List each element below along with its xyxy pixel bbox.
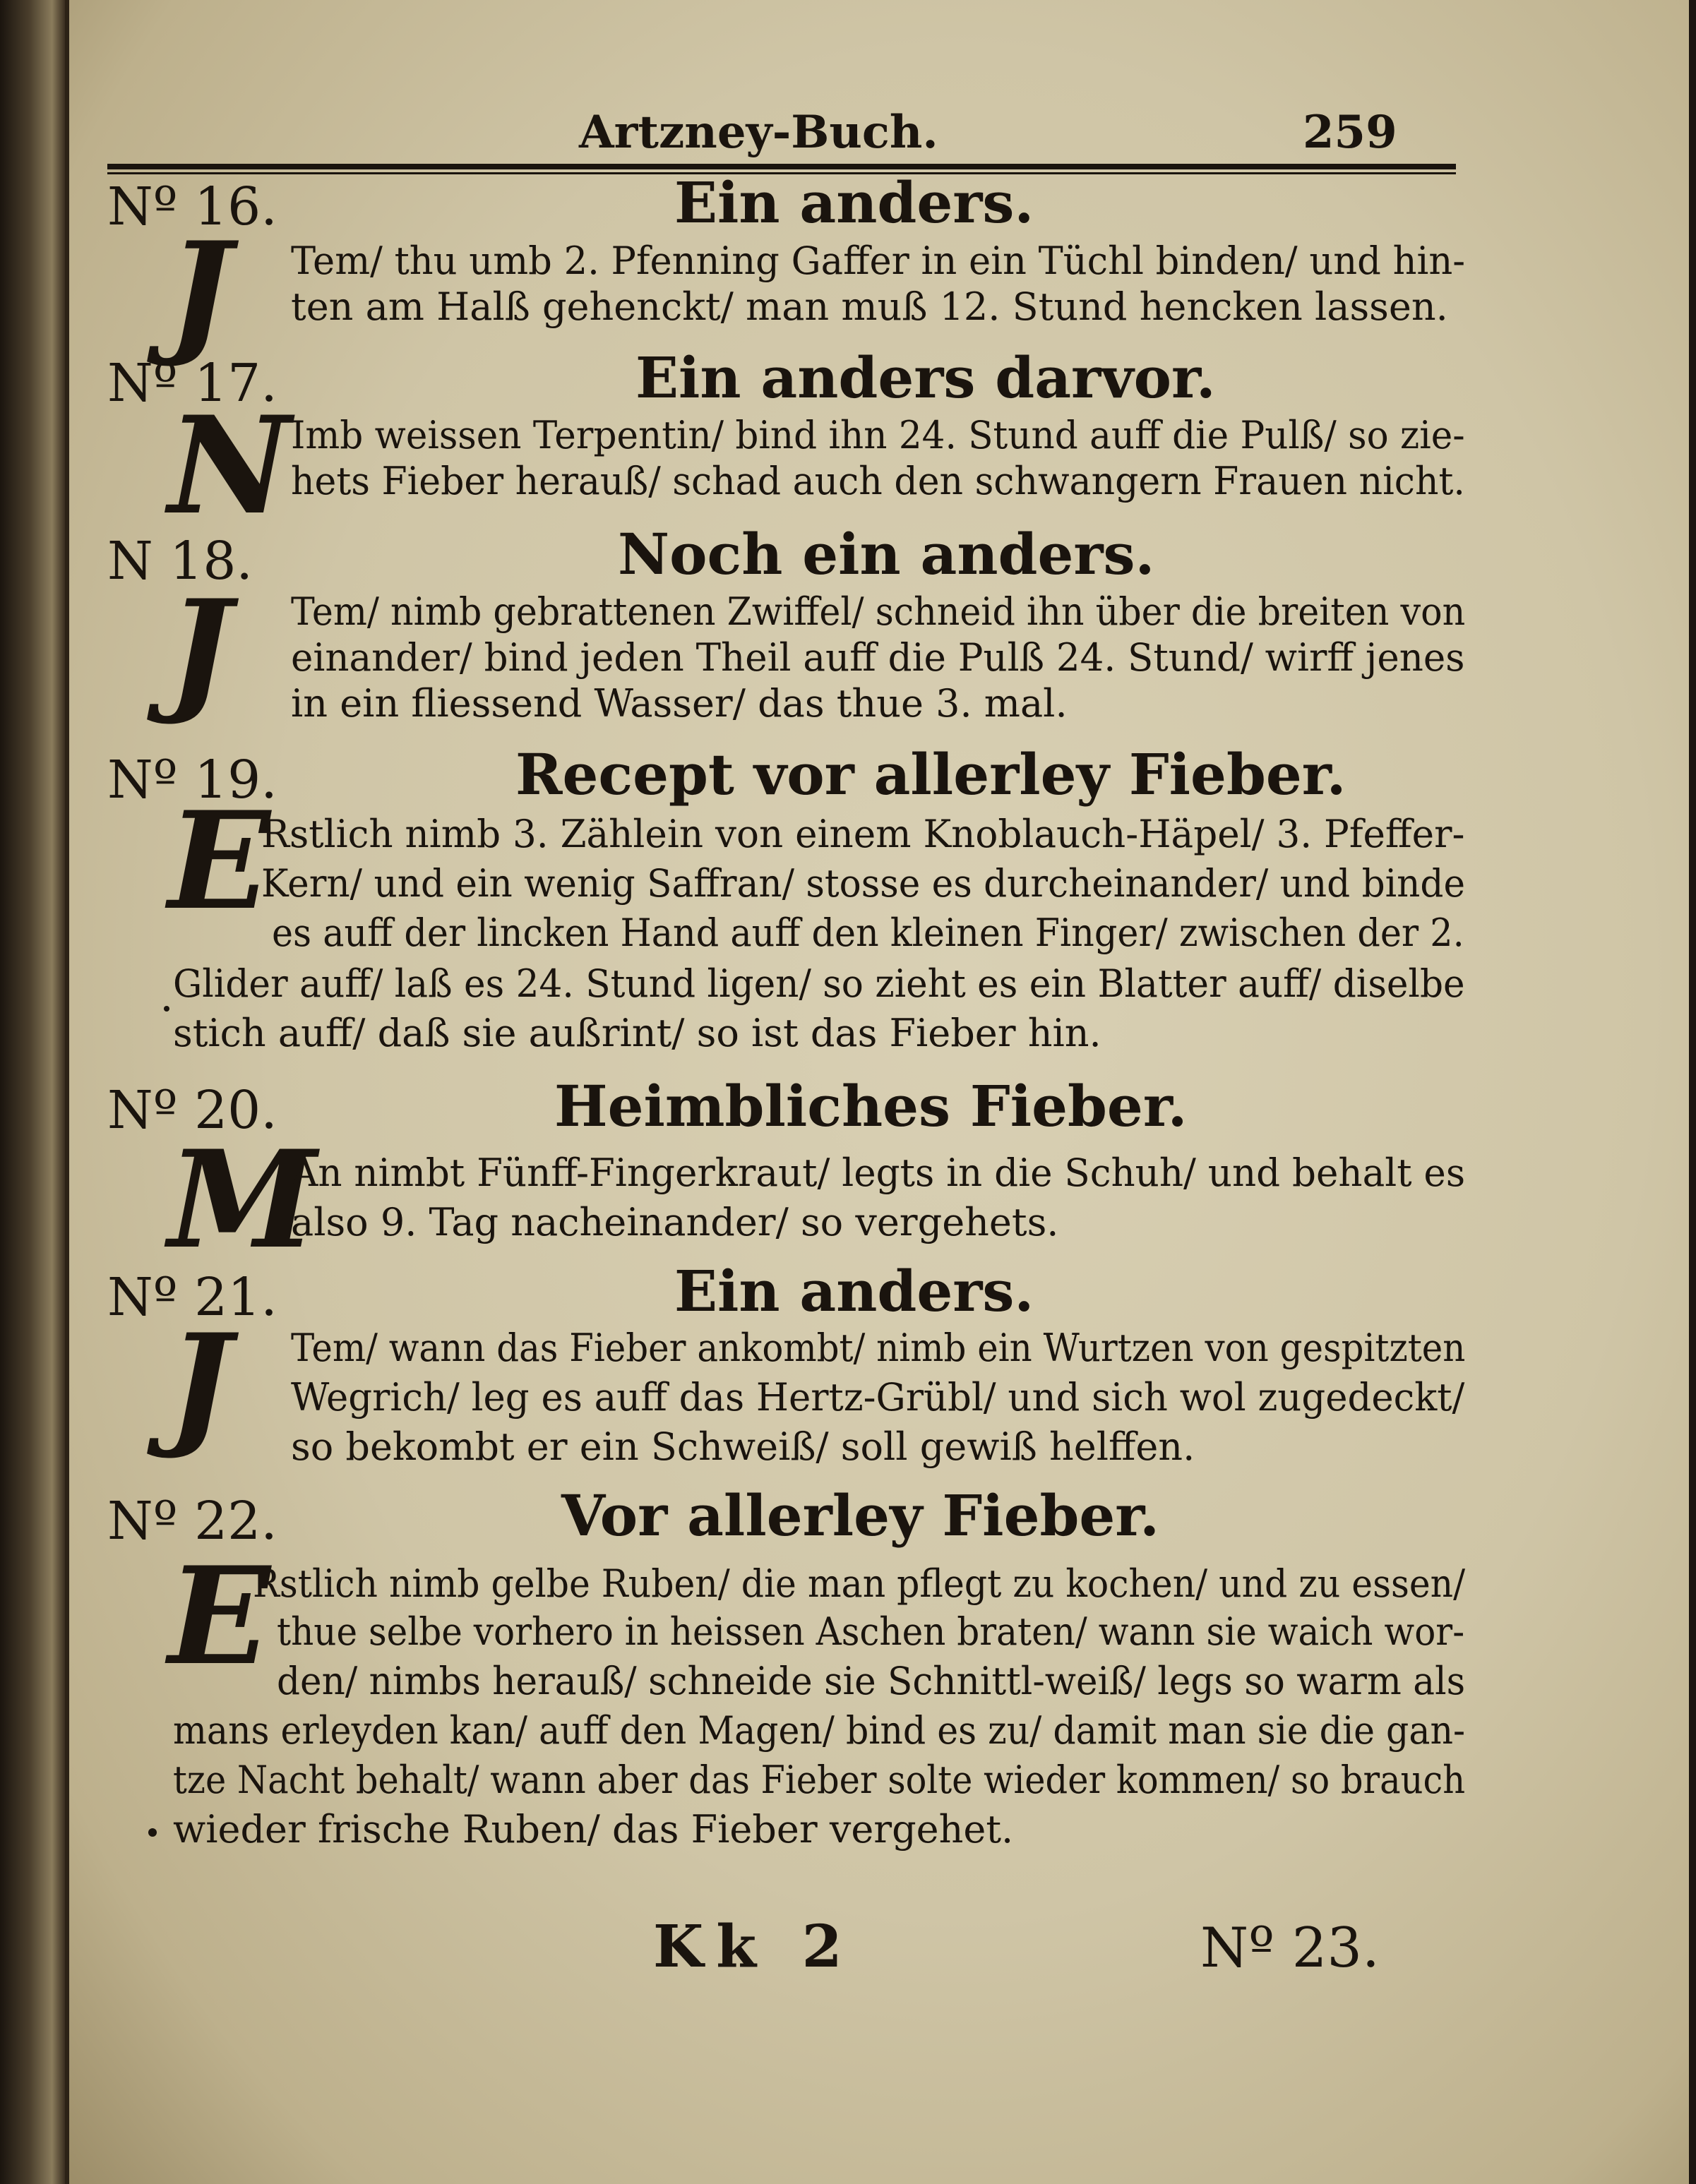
initial-letter-17: N xyxy=(168,387,291,544)
text-line: Wegrich/ leg es auff das Hertz-Grübl/ und sich wol zugedeckt/ xyxy=(291,1375,1465,1420)
text-line: stich auff/ daß sie außrint/ so ist das Fieber hin. xyxy=(173,1011,1101,1055)
section-number-22: Nº 22. xyxy=(107,1491,277,1552)
section-heading-21: Ein anders. xyxy=(674,1258,1034,1324)
section-heading-22: Vor allerley Fieber. xyxy=(561,1482,1159,1549)
section-heading-19: Recept vor allerley Fieber. xyxy=(515,741,1346,808)
initial-letter-16: J xyxy=(168,212,232,370)
text-line: Imb weissen Terpentin/ bind ihn 24. Stund auff die Pulß/ so zie- xyxy=(291,413,1465,457)
initial-letter-22: E xyxy=(168,1537,270,1695)
initial-letter-18: J xyxy=(168,570,232,728)
header-rule xyxy=(107,164,1456,169)
text-line: Kern/ und ein wenig Saffran/ stosse es durcheinander/ und binde xyxy=(261,861,1466,906)
text-line: es auff der lincken Hand auff den kleinen Finger/ zwischen der 2. xyxy=(272,911,1464,955)
page-number: 259 xyxy=(1303,106,1397,159)
text-line: Rstlich nimb gelbe Ruben/ die man pflegt zu kochen/ und zu essen/ xyxy=(253,1561,1466,1606)
initial-letter-19: E xyxy=(168,782,270,940)
text-line: Tem/ thu umb 2. Pfenning Gaffer in ein Tüchl binden/ und hin- xyxy=(291,239,1466,283)
ink-spot xyxy=(148,1828,157,1837)
catchword: Nº 23. xyxy=(1200,1916,1380,1980)
section-number-17: Nº 17. xyxy=(107,353,277,414)
initial-letter-20: M xyxy=(168,1121,317,1278)
text-line: hets Fieber herauß/ schad auch den schwangern Frauen nicht. xyxy=(291,459,1465,503)
text-line: Rstlich nimb 3. Zählein von einem Knoblauch-Häpel/ 3. Pfeffer- xyxy=(261,812,1465,856)
section-number-19: Nº 19. xyxy=(107,750,277,810)
text-line: so bekombt er ein Schweiß/ soll gewiß helffen. xyxy=(291,1424,1195,1469)
text-line: tze Nacht behalt/ wann aber das Fieber solte wieder kommen/ so brauch xyxy=(173,1758,1466,1802)
text-line: also 9. Tag nacheinander/ so vergehets. xyxy=(291,1200,1059,1244)
text-line: mans erleyden kan/ auff den Magen/ bind es zu/ damit man sie die gan- xyxy=(173,1708,1466,1753)
ink-spot xyxy=(164,1006,169,1012)
section-heading-16: Ein anders. xyxy=(674,169,1034,236)
section-heading-18: Noch ein anders. xyxy=(618,521,1155,587)
section-number-20: Nº 20. xyxy=(107,1080,277,1141)
section-number-16: Nº 16. xyxy=(107,176,277,237)
text-line: einander/ bind jeden Theil auff die Pulß 24. Stund/ wirff jenes xyxy=(291,635,1465,680)
text-line: in ein fliessend Wasser/ das thue 3. mal. xyxy=(291,681,1068,726)
text-line: den/ nimbs herauß/ schneide sie Schnittl-weiß/ legs so warm als xyxy=(277,1659,1466,1703)
text-line: Tem/ nimb gebrattenen Zwiffel/ schneid ihn über die breiten von xyxy=(291,589,1466,634)
section-number-18: N 18. xyxy=(107,531,253,592)
signature-mark: Kk 2 xyxy=(653,1913,855,1981)
text-line: ten am Halß gehenckt/ man muß 12. Stund hencken lassen. xyxy=(291,284,1448,329)
section-heading-20: Heimbliches Fieber. xyxy=(554,1073,1188,1139)
text-line: thue selbe vorhero in heissen Aschen braten/ wann sie waich wor- xyxy=(277,1609,1465,1654)
text-line: An nimbt Fünff-Fingerkraut/ legts in die Schuh/ und behalt es xyxy=(291,1151,1466,1195)
running-head: Artzney-Buch. xyxy=(579,106,938,159)
left-page-edge xyxy=(0,0,65,2184)
section-heading-17: Ein anders darvor. xyxy=(635,344,1216,411)
text-line: Tem/ wann das Fieber ankombt/ nimb ein Wurtzen von gespitzten xyxy=(291,1326,1466,1370)
section-number-21: Nº 21. xyxy=(107,1267,277,1328)
initial-letter-21: J xyxy=(168,1304,232,1462)
text-line: Glider auff/ laß es 24. Stund ligen/ so zieht es ein Blatter auff/ diselbe xyxy=(173,961,1465,1006)
text-line: wieder frische Ruben/ das Fieber vergehet. xyxy=(173,1807,1014,1852)
